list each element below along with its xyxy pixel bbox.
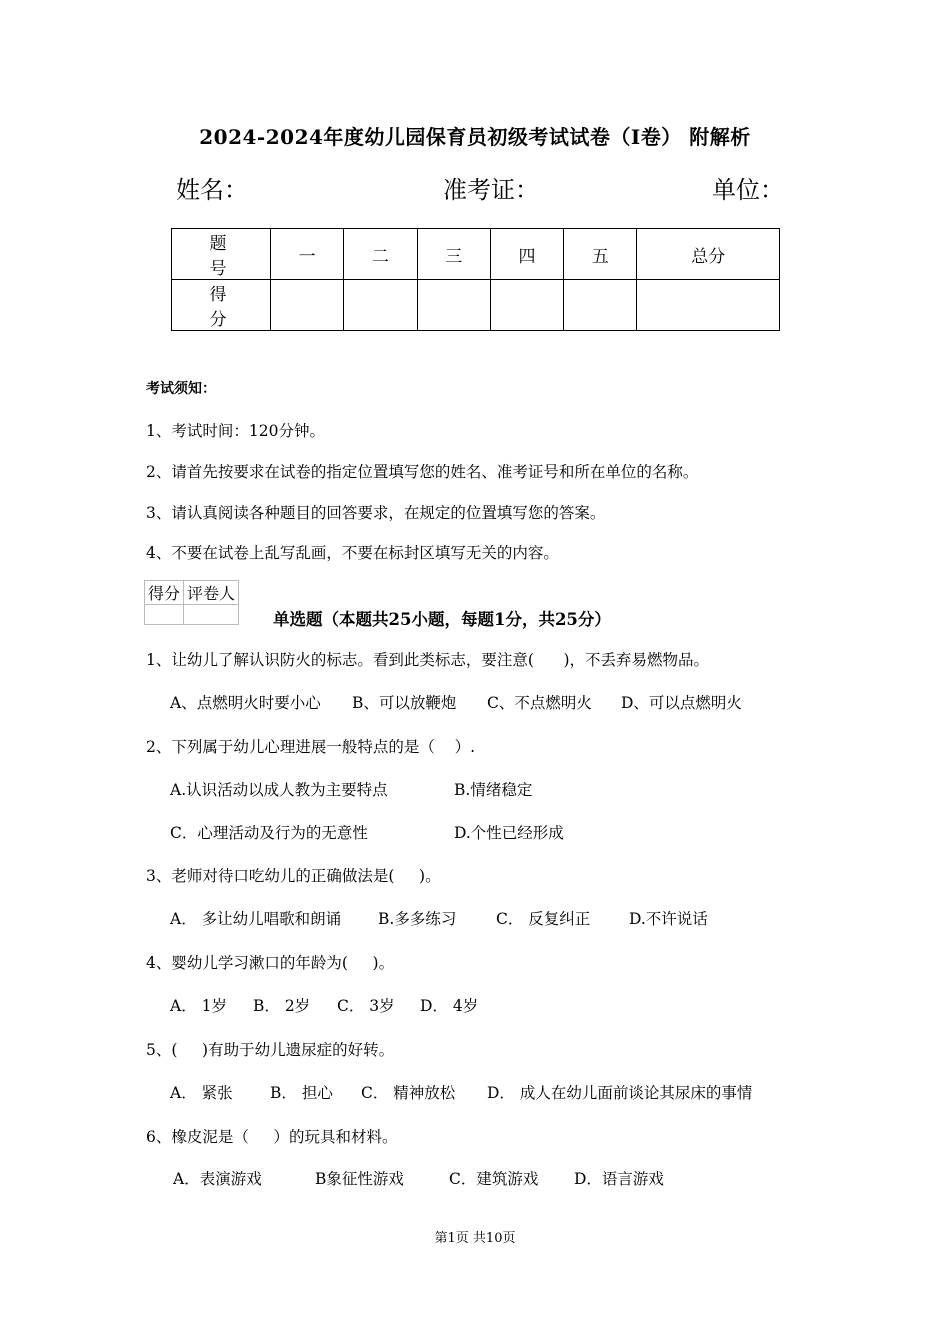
question-option: A.认识活动以成人教为主要特点: [170, 781, 388, 799]
question-stem: 3、老师对待口吃幼儿的正确做法是( )。: [146, 867, 441, 885]
question-stem: 4、婴幼儿学习漱口的年龄为( )。: [146, 954, 395, 972]
question-option: D．语言游戏: [574, 1170, 664, 1188]
question-option: A． 1岁: [170, 997, 227, 1015]
section-title: 单选题（本题共25小题，每题1分，共25分）: [273, 610, 611, 629]
grader-box-grader-label: 评卷人: [184, 581, 239, 605]
grader-box-cell: [145, 605, 184, 625]
score-cell: [637, 280, 780, 331]
question-stem: 2、下列属于幼儿心理进展一般特点的是（ ）.: [146, 738, 475, 756]
page-number: 第1页 共10页: [434, 1231, 516, 1246]
score-table: [171, 228, 780, 331]
question-stem: 6、橡皮泥是（ ）的玩具和材料。: [146, 1128, 398, 1146]
question-option: A． 多让幼儿唱歌和朗诵: [170, 910, 342, 928]
score-table-col-3: 三: [417, 229, 490, 280]
score-table-score-row: [172, 280, 780, 331]
question-option: D． 4岁: [420, 997, 479, 1015]
question-option: D.个性已经形成: [454, 824, 564, 842]
score-table-col-2: 二: [344, 229, 417, 280]
question-stem: 1、让幼儿了解认识防火的标志。看到此类标志，要注意( )，不丢弃易燃物品。: [146, 651, 710, 669]
score-cell: [490, 280, 563, 331]
question-option: B、可以放鞭炮: [352, 694, 457, 712]
question-option: C． 3岁: [337, 997, 395, 1015]
notice-heading: 考试须知：: [146, 381, 216, 397]
question-option: A． 紧张: [170, 1084, 233, 1102]
score-table-col-1: 一: [271, 229, 344, 280]
question-option: C． 精神放松: [361, 1084, 456, 1102]
exam-title: 2024-2024年度幼儿园保育员初级考试试卷（I卷） 附解析: [199, 125, 751, 149]
question-stem: 5、( )有助于幼儿遗尿症的好转。: [146, 1041, 395, 1059]
notice-item: 3、请认真阅读各种题目的回答要求，在规定的位置填写您的答案。: [146, 504, 606, 522]
score-table-col-5: 五: [564, 229, 637, 280]
score-cell: [271, 280, 344, 331]
question-option: C、不点燃明火: [487, 694, 592, 712]
score-table-header-row: [172, 229, 780, 280]
question-option: B.多多练习: [378, 910, 457, 928]
score-cell: [344, 280, 417, 331]
score-table-col-4: 四: [490, 229, 563, 280]
question-option: D． 成人在幼儿面前谈论其尿床的事情: [487, 1084, 753, 1102]
question-option: C．心理活动及行为的无意性: [170, 824, 368, 842]
grader-box-score-label: 得分: [145, 581, 184, 605]
question-option: B． 担心: [270, 1084, 333, 1102]
score-table-col-total: 总分: [637, 229, 780, 280]
question-option: B.情绪稳定: [454, 781, 533, 799]
question-option: A．表演游戏: [173, 1170, 262, 1188]
score-cell: [417, 280, 490, 331]
name-label: 姓名：: [176, 176, 248, 204]
notice-item: 1、考试时间：120分钟。: [146, 422, 325, 440]
score-table-score-label: 得 分: [172, 280, 271, 331]
grader-box-cell: [184, 605, 239, 625]
question-option: C． 反复纠正: [496, 910, 591, 928]
score-table-header-label: 题 号: [172, 229, 271, 280]
grader-box: [144, 580, 239, 625]
question-option: C．建筑游戏: [449, 1170, 539, 1188]
question-option: B象征性游戏: [315, 1170, 404, 1188]
question-option: D、可以点燃明火: [621, 694, 742, 712]
notice-item: 2、请首先按要求在试卷的指定位置填写您的姓名、准考证号和所在单位的名称。: [146, 463, 699, 481]
score-cell: [564, 280, 637, 331]
question-option: D.不许说话: [629, 910, 708, 928]
notice-item: 4、不要在试卷上乱写乱画，不要在标封区填写无关的内容。: [146, 544, 559, 562]
question-option: B． 2岁: [253, 997, 311, 1015]
exam-id-label: 准考证：: [443, 176, 539, 204]
question-option: A、点燃明火时要小心: [170, 694, 321, 712]
unit-label: 单位：: [712, 176, 784, 204]
